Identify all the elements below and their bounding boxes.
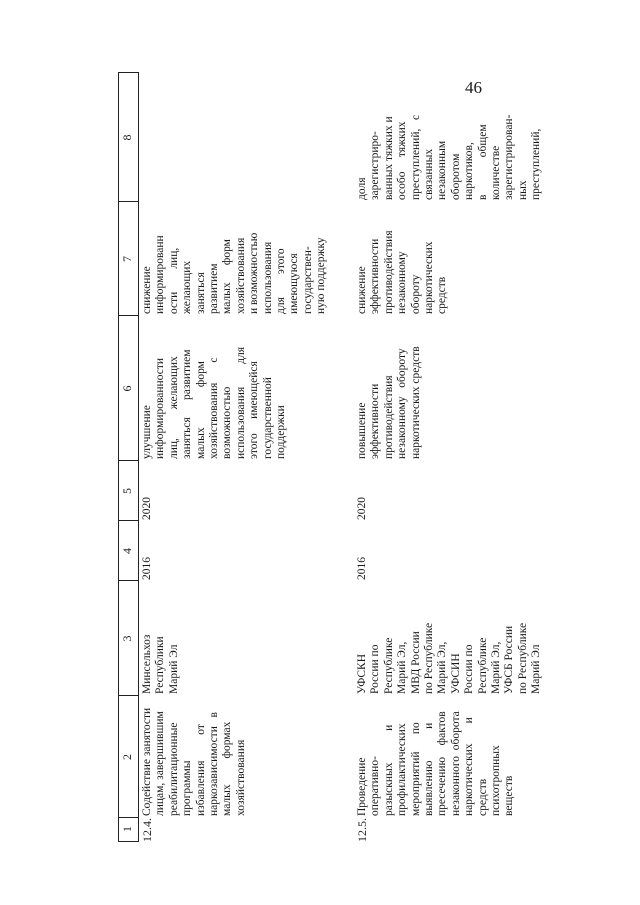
consequences-text: снижение информированн ости лиц, желающих заняться развитием малых форм хозяйствования и возможностью использования для этого имеющуюся государствен- ную поддержку xyxy=(141,232,328,314)
indicator-relation-text: доля зарегистриро- ванных тяжких и особо тяжких преступлений, с связанных незаконным оборотом наркотиков, в общем количестве зарегистрирован- ных преступлений, xyxy=(356,114,543,200)
end-year: 2020 xyxy=(141,497,153,520)
rotated-table xyxy=(118,72,578,842)
column-header-2: 2 xyxy=(120,754,134,760)
column-header-5: 5 xyxy=(120,488,134,494)
column-header-3: 3 xyxy=(120,635,134,642)
column-header-7: 7 xyxy=(120,256,134,262)
measure-text: Содействие занятости лицам, завершившим реабилитационные программы избавления от наркозависимости в малых формах хозяйствования xyxy=(141,707,247,816)
start-year: 2016 xyxy=(356,557,368,580)
measure-text: Проведение оперативно- разыскных и профилактических мероприятий по выявлению и пресечению фактов незаконного оборота наркотических и средств психотропных веществ xyxy=(356,711,516,816)
table-top-border xyxy=(118,72,119,842)
column-header-4: 4 xyxy=(120,548,134,554)
executor-text: Минсельхоз Республики Марий Эл xyxy=(141,634,180,694)
executor-text: УФСКН России по Республике Марий Эл, МВД России по Республике Марий Эл, УФСИН России по Республике Марий Эл, УФСБ России по Республике Марий Эл xyxy=(356,622,543,694)
column-divider xyxy=(118,841,138,842)
page-number: 46 xyxy=(465,78,482,97)
row-number: 12.4. xyxy=(140,818,154,842)
row-number: 12.5. xyxy=(355,818,369,842)
expected-result-text: улучшение информированности лиц, желающих заняться развитием малых форм хозяйствования с возможностью использования для этого имеющейся государственной поддержки xyxy=(141,346,288,459)
column-header-1: 1 xyxy=(120,826,134,832)
column-header-8: 8 xyxy=(120,134,134,141)
expected-result-text: повышение эффективности противодействия незаконному обороту наркотических средств xyxy=(356,346,422,459)
consequences-text: снижение эффективности противодействия незаконному обороту наркотических средств xyxy=(356,230,449,314)
column-header-6: 6 xyxy=(120,385,134,392)
header-row-border xyxy=(138,72,139,842)
end-year: 2020 xyxy=(356,497,368,520)
start-year: 2016 xyxy=(141,557,153,580)
